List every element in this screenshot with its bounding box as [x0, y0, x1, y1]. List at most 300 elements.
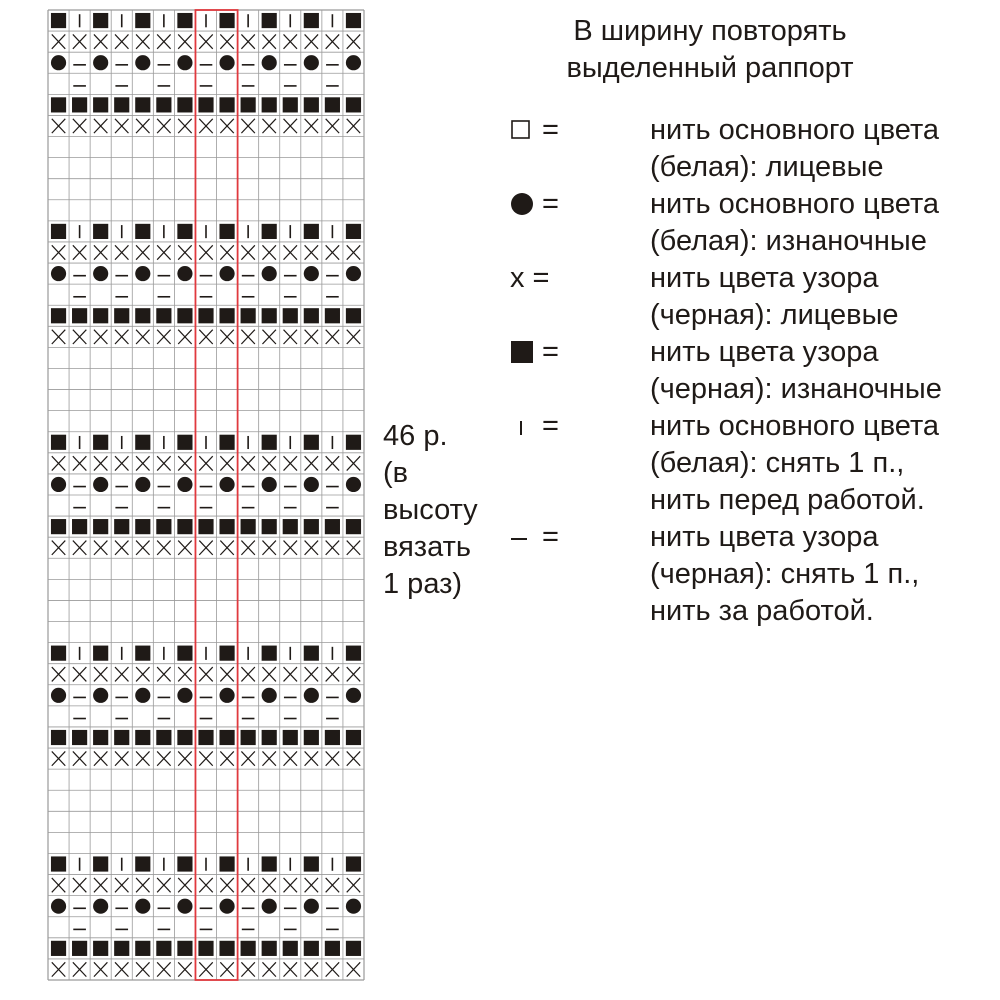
filled-square-cell — [93, 97, 108, 112]
cross-cell — [284, 119, 297, 133]
cross-cell — [199, 667, 212, 681]
dot-cell — [51, 899, 66, 914]
filled-square-cell — [156, 308, 171, 323]
cross-cell — [178, 751, 191, 765]
filled-square-cell — [241, 941, 256, 956]
filled-square-cell — [135, 308, 150, 323]
cross-cell — [115, 34, 128, 48]
dot-cell — [93, 55, 108, 70]
filled-square-cell — [51, 13, 66, 28]
filled-square-cell — [177, 435, 192, 450]
filled-square-cell — [304, 730, 319, 745]
dot-cell — [346, 266, 361, 281]
cross-cell — [94, 330, 107, 344]
dot-cell — [135, 266, 150, 281]
filled-square-cell — [72, 519, 87, 534]
cross-cell — [73, 751, 86, 765]
cross-cell — [305, 245, 318, 259]
cross-cell — [73, 878, 86, 892]
cross-cell — [136, 456, 149, 470]
filled-square-cell — [93, 435, 108, 450]
cross-cell — [199, 245, 212, 259]
filled-square-cell — [198, 941, 213, 956]
filled-square-cell — [219, 13, 234, 28]
filled-square-cell — [262, 730, 277, 745]
filled-square-cell — [198, 97, 213, 112]
filled-square-cell — [51, 519, 66, 534]
cross-cell — [262, 330, 275, 344]
filled-square-cell — [346, 13, 361, 28]
filled-square-cell — [262, 13, 277, 28]
dot-cell — [304, 899, 319, 914]
filled-square-cell — [219, 730, 234, 745]
cross-cell — [326, 541, 339, 555]
dot-cell — [304, 55, 319, 70]
cross-cell — [284, 330, 297, 344]
legend-line: нить основного цвета — [650, 188, 940, 220]
filled-square-cell — [283, 519, 298, 534]
filled-square-cell — [177, 519, 192, 534]
cross-cell — [220, 330, 233, 344]
filled-square-cell — [262, 97, 277, 112]
dot-cell — [304, 266, 319, 281]
cross-cell — [347, 245, 360, 259]
filled-square-cell — [219, 224, 234, 239]
cross-cell — [52, 751, 65, 765]
cross-cell — [178, 962, 191, 976]
legend-equals: = — [542, 188, 559, 220]
chart-title-line-1: В ширину повторять — [573, 15, 847, 47]
cross-cell — [136, 751, 149, 765]
legend-description — [650, 112, 939, 186]
filled-square-cell — [219, 646, 234, 661]
legend-description — [650, 334, 942, 408]
cross-cell — [178, 878, 191, 892]
cross-cell — [241, 541, 254, 555]
cross-cell — [347, 878, 360, 892]
filled-square-cell — [304, 224, 319, 239]
filled-square-cell — [51, 97, 66, 112]
filled-square-cell — [346, 224, 361, 239]
cross-cell — [305, 330, 318, 344]
filled-square-cell — [262, 519, 277, 534]
cross-cell — [199, 962, 212, 976]
cross-cell — [326, 330, 339, 344]
cross-cell — [52, 245, 65, 259]
cross-cell — [52, 456, 65, 470]
cross-cell — [326, 456, 339, 470]
dot-cell — [262, 899, 277, 914]
cross-cell — [241, 456, 254, 470]
cross-cell — [178, 119, 191, 133]
legend-line: нить цвета узора — [650, 336, 879, 368]
dot-cell — [135, 688, 150, 703]
dot-cell — [51, 477, 66, 492]
cross-cell — [241, 119, 254, 133]
filled-square-cell — [346, 519, 361, 534]
cross-cell — [115, 962, 128, 976]
filled-square-cell — [219, 856, 234, 871]
filled-square-cell — [135, 941, 150, 956]
filled-square-cell — [177, 224, 192, 239]
cross-cell — [199, 330, 212, 344]
filled-square-cell — [262, 941, 277, 956]
filled-square-cell — [114, 519, 129, 534]
filled-square-cell — [346, 646, 361, 661]
cross-cell — [220, 456, 233, 470]
filled-square-cell — [156, 97, 171, 112]
cross-cell — [199, 119, 212, 133]
filled-square-cell — [304, 519, 319, 534]
filled-square-cell — [283, 308, 298, 323]
legend-equals: = — [542, 336, 559, 368]
cross-cell — [178, 667, 191, 681]
cross-cell — [136, 962, 149, 976]
cross-cell — [326, 119, 339, 133]
dot-cell — [262, 688, 277, 703]
legend-line: нить за работой. — [650, 595, 874, 627]
filled-square-cell — [283, 941, 298, 956]
cross-cell — [262, 878, 275, 892]
filled-square-cell — [72, 941, 87, 956]
legend-line: нить основного цвета — [650, 114, 940, 146]
cross-cell — [347, 456, 360, 470]
cross-cell — [326, 245, 339, 259]
filled-square-cell — [219, 308, 234, 323]
chart-grid — [48, 10, 364, 980]
cross-cell — [262, 667, 275, 681]
filled-square-cell — [93, 224, 108, 239]
dot-cell — [346, 899, 361, 914]
cross-cell — [52, 878, 65, 892]
filled-square-cell — [93, 308, 108, 323]
dot-cell — [219, 688, 234, 703]
filled-square-cell — [51, 435, 66, 450]
filled-square-cell — [156, 941, 171, 956]
legend-line: нить основного цвета — [650, 410, 940, 442]
cross-cell — [284, 878, 297, 892]
filled-square-cell — [72, 97, 87, 112]
cross-cell — [305, 119, 318, 133]
filled-square-cell — [93, 13, 108, 28]
legend-equals: = — [542, 410, 559, 442]
legend-equals: x = — [510, 262, 550, 294]
rows-note-line: 1 раз) — [383, 568, 463, 600]
filled-square-cell — [177, 941, 192, 956]
filled-square-cell — [156, 730, 171, 745]
cross-cell — [284, 34, 297, 48]
cross-cell — [220, 34, 233, 48]
filled-square-cell — [304, 308, 319, 323]
cross-cell — [326, 667, 339, 681]
dot-cell — [304, 688, 319, 703]
cross-cell — [347, 119, 360, 133]
cross-cell — [220, 878, 233, 892]
cross-cell — [241, 245, 254, 259]
dot-cell — [93, 688, 108, 703]
cross-cell — [241, 34, 254, 48]
cross-cell — [284, 751, 297, 765]
cross-cell — [284, 962, 297, 976]
filled-square-cell — [241, 97, 256, 112]
cross-cell — [136, 878, 149, 892]
filled-square-cell — [241, 730, 256, 745]
cross-cell — [136, 667, 149, 681]
cross-cell — [262, 962, 275, 976]
filled-square-cell — [346, 435, 361, 450]
cross-cell — [157, 119, 170, 133]
cross-cell — [157, 245, 170, 259]
cross-cell — [326, 34, 339, 48]
cross-cell — [262, 541, 275, 555]
cross-cell — [115, 541, 128, 555]
cross-cell — [157, 751, 170, 765]
cross-cell — [73, 456, 86, 470]
cross-cell — [115, 878, 128, 892]
cross-cell — [136, 119, 149, 133]
cross-cell — [94, 456, 107, 470]
legend-line: (белая): снять 1 п., — [650, 447, 905, 479]
legend-item-cross — [500, 260, 1000, 331]
cross-cell — [262, 751, 275, 765]
cross-cell — [262, 119, 275, 133]
cross-cell — [326, 962, 339, 976]
filled-square-cell — [262, 856, 277, 871]
filled-square-cell — [135, 856, 150, 871]
cross-cell — [157, 541, 170, 555]
filled-square-cell — [135, 435, 150, 450]
dot-cell — [177, 266, 192, 281]
legend-equals: = — [542, 521, 559, 553]
cross-cell — [347, 751, 360, 765]
cross-cell — [241, 751, 254, 765]
filled-square-cell — [135, 730, 150, 745]
filled-square-cell — [135, 97, 150, 112]
filled-square-cell — [304, 13, 319, 28]
cross-cell — [94, 751, 107, 765]
rows-note-line: 46 р. — [383, 420, 448, 452]
filled-square-cell — [72, 308, 87, 323]
cross-cell — [115, 667, 128, 681]
legend-description — [650, 519, 919, 630]
cross-cell — [284, 541, 297, 555]
filled-square-cell — [177, 308, 192, 323]
filled-square-cell — [304, 941, 319, 956]
dot-cell — [346, 477, 361, 492]
dot-cell — [219, 55, 234, 70]
cross-cell — [73, 667, 86, 681]
legend-equals: = — [542, 114, 559, 146]
cross-cell — [262, 456, 275, 470]
cross-cell — [136, 541, 149, 555]
cross-cell — [305, 667, 318, 681]
cross-cell — [305, 962, 318, 976]
cross-cell — [220, 119, 233, 133]
filled-square-cell — [304, 856, 319, 871]
filled-square-cell — [219, 97, 234, 112]
legend-item-vertical-bar — [500, 408, 1000, 516]
cross-cell — [178, 245, 191, 259]
dot-cell — [304, 477, 319, 492]
cross-cell — [262, 245, 275, 259]
filled-square-cell — [325, 519, 340, 534]
rows-note-line: (в — [383, 457, 409, 489]
cross-cell — [220, 667, 233, 681]
cross-cell — [115, 245, 128, 259]
cross-cell — [241, 330, 254, 344]
cross-cell — [347, 541, 360, 555]
cross-cell — [284, 245, 297, 259]
filled-square-cell — [325, 308, 340, 323]
cross-cell — [241, 878, 254, 892]
filled-square-cell — [325, 730, 340, 745]
cross-cell — [73, 962, 86, 976]
cross-cell — [52, 962, 65, 976]
filled-square-cell — [135, 13, 150, 28]
cross-cell — [94, 119, 107, 133]
dot-cell — [177, 477, 192, 492]
cross-cell — [94, 667, 107, 681]
dot-cell — [135, 55, 150, 70]
cross-cell — [284, 456, 297, 470]
cross-cell — [199, 541, 212, 555]
cross-cell — [52, 119, 65, 133]
cross-cell — [347, 34, 360, 48]
filled-square-cell — [114, 941, 129, 956]
cross-cell — [178, 456, 191, 470]
cross-cell — [220, 245, 233, 259]
legend-item-dash — [500, 519, 1000, 627]
filled-square-cell — [51, 646, 66, 661]
cross-cell — [115, 330, 128, 344]
cross-cell — [52, 330, 65, 344]
dot-cell — [219, 266, 234, 281]
dot-cell — [93, 899, 108, 914]
legend-item-dot — [500, 186, 1000, 257]
filled-square-cell — [93, 856, 108, 871]
cross-cell — [178, 34, 191, 48]
cross-cell — [115, 119, 128, 133]
filled-square-cell — [93, 519, 108, 534]
legend-item-open-square — [500, 112, 1000, 183]
filled-square-cell — [93, 646, 108, 661]
filled-square-cell — [283, 97, 298, 112]
cross-cell — [157, 34, 170, 48]
cross-cell — [73, 541, 86, 555]
cross-cell — [52, 34, 65, 48]
filled-square-cell — [241, 519, 256, 534]
cross-cell — [347, 667, 360, 681]
dot-cell — [51, 55, 66, 70]
dot-cell — [51, 266, 66, 281]
filled-square-cell — [198, 519, 213, 534]
rows-note-line: вязать — [383, 531, 471, 563]
filled-square-cell — [219, 519, 234, 534]
dot-cell — [346, 688, 361, 703]
cross-cell — [115, 456, 128, 470]
filled-square-cell — [51, 308, 66, 323]
legend-line: нить перед работой. — [650, 484, 925, 516]
cross-cell — [94, 245, 107, 259]
dot-cell — [177, 899, 192, 914]
cross-cell — [326, 878, 339, 892]
cross-cell — [284, 667, 297, 681]
filled-square-cell — [304, 435, 319, 450]
cross-cell — [73, 245, 86, 259]
filled-square-cell — [114, 730, 129, 745]
cross-cell — [199, 456, 212, 470]
cross-cell — [94, 34, 107, 48]
cross-cell — [52, 667, 65, 681]
cross-cell — [262, 34, 275, 48]
dot-cell — [219, 477, 234, 492]
cross-cell — [73, 34, 86, 48]
cross-cell — [73, 330, 86, 344]
filled-square-cell — [135, 646, 150, 661]
filled-square-cell — [198, 308, 213, 323]
filled-square-cell — [72, 730, 87, 745]
legend-description — [650, 260, 899, 334]
filled-square-cell — [346, 941, 361, 956]
cross-cell — [157, 456, 170, 470]
cross-cell — [199, 878, 212, 892]
legend-line: (черная): лицевые — [650, 299, 899, 331]
filled-square-cell — [114, 97, 129, 112]
rows-note-line: высоту — [383, 494, 478, 526]
cross-cell — [157, 962, 170, 976]
dot-cell — [262, 477, 277, 492]
cross-cell — [178, 330, 191, 344]
filled-square-cell — [51, 224, 66, 239]
dot-cell — [135, 899, 150, 914]
filled-square-cell — [93, 941, 108, 956]
cross-cell — [157, 878, 170, 892]
cross-cell — [220, 962, 233, 976]
filled-square-cell — [283, 730, 298, 745]
cross-cell — [199, 751, 212, 765]
legend-line: (белая): изнаночные — [650, 225, 927, 257]
filled-square-cell — [198, 730, 213, 745]
chart-title-line-2: выделенный раппорт — [566, 52, 854, 84]
filled-square-cell — [262, 224, 277, 239]
cross-cell — [178, 541, 191, 555]
cross-cell — [136, 245, 149, 259]
cross-cell — [241, 962, 254, 976]
cross-cell — [94, 541, 107, 555]
cross-cell — [305, 541, 318, 555]
dot-cell — [93, 266, 108, 281]
legend-line: нить цвета узора — [650, 521, 879, 553]
dot-cell — [93, 477, 108, 492]
filled-square-cell — [156, 519, 171, 534]
dot-cell — [135, 477, 150, 492]
dot-cell — [219, 899, 234, 914]
filled-square-cell — [177, 97, 192, 112]
legend-item-filled-square — [500, 334, 1000, 405]
dot-cell — [262, 55, 277, 70]
cross-cell — [157, 667, 170, 681]
dot-cell — [51, 688, 66, 703]
filled-square-cell — [219, 941, 234, 956]
cross-cell — [305, 456, 318, 470]
legend-description — [650, 186, 939, 260]
filled-square-cell — [325, 97, 340, 112]
filled-square-cell — [177, 646, 192, 661]
dot-cell — [177, 55, 192, 70]
filled-square-cell — [93, 730, 108, 745]
cross-cell — [52, 541, 65, 555]
filled-square-cell — [262, 308, 277, 323]
